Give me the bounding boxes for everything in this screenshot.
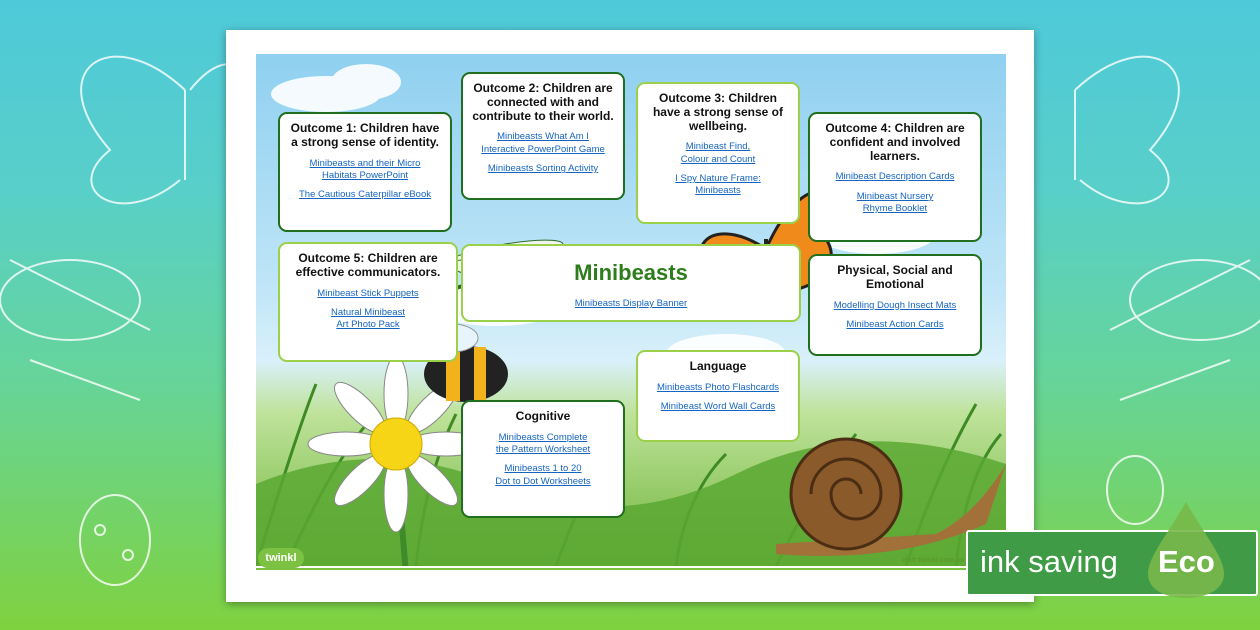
- language-link-2[interactable]: Minibeast Word Wall Cards: [660, 401, 776, 413]
- cognitive-link-1[interactable]: Minibeasts Complete the Pattern Worksheet: [495, 431, 591, 456]
- physical-link-2[interactable]: Minibeast Action Cards: [846, 318, 944, 330]
- language-link-1[interactable]: Minibeasts Photo Flashcards: [657, 381, 779, 393]
- outcome5-link-1[interactable]: Minibeast Stick Puppets: [317, 287, 419, 299]
- eco-badge-text: ink saving: [980, 544, 1118, 579]
- outcome5-title: Outcome 5: Children are effective communicators.: [295, 251, 441, 279]
- outcome3-link-1[interactable]: Minibeast Find, Colour and Count: [680, 141, 756, 165]
- meadow-scene: [256, 54, 1006, 566]
- eco-badge-word: Eco: [1158, 544, 1215, 579]
- outcome4-link-2[interactable]: Minibeast Nursery Rhyme Booklet: [856, 190, 934, 215]
- outcome3-card: [636, 82, 800, 224]
- outcome1-title: Outcome 1: Children have a strong sense of identity.: [290, 121, 440, 149]
- outcome2-title: Outcome 2: Children are connected with and contribute to their world.: [472, 81, 614, 123]
- title-card: [461, 244, 801, 322]
- page-title: Minibeasts: [574, 260, 688, 285]
- cognitive-card: [461, 400, 625, 518]
- display-banner-link[interactable]: Minibeasts Display Banner: [574, 298, 688, 309]
- outcome4-title: Outcome 4: Children are confident and involved learners.: [825, 121, 965, 163]
- outcome1-link-2[interactable]: The Cautious Caterpillar eBook: [298, 189, 431, 201]
- eco-badge: [966, 530, 1258, 596]
- outcome5-link-2[interactable]: Natural Minibeast Art Photo Pack: [331, 306, 405, 331]
- display-sheet: [226, 30, 1034, 602]
- cognitive-link-2[interactable]: Minibeasts 1 to 20 Dot to Dot Worksheets: [495, 463, 591, 487]
- outcome1-card: [278, 112, 452, 232]
- twinkl-logo: twinkl: [258, 548, 304, 568]
- outcome4-link-1[interactable]: Minibeast Description Cards: [835, 171, 955, 183]
- outcome2-link-1[interactable]: Minibeasts What Am I Interactive PowerPoint Game: [481, 131, 605, 155]
- outcome2-card: [461, 72, 625, 200]
- language-title: Language: [689, 359, 747, 373]
- outcome4-card: [808, 112, 982, 242]
- outcome3-title: Outcome 3: Children have a strong sense of wellbeing.: [652, 91, 784, 133]
- physical-title: Physical, Social and Emotional: [837, 263, 953, 291]
- physical-card: [808, 254, 982, 356]
- outcome5-card: [278, 242, 458, 362]
- outcome3-link-2[interactable]: I Spy Nature Frame: Minibeasts: [675, 173, 761, 197]
- outcome1-link-1[interactable]: Minibeasts and their Micro Habitats PowerPoint: [309, 157, 421, 181]
- site-url: visit twinkl.com.au: [902, 557, 965, 564]
- language-card: [636, 350, 800, 442]
- cognitive-title: Cognitive: [515, 409, 571, 423]
- outcome2-link-2[interactable]: Minibeasts Sorting Activity: [487, 163, 599, 175]
- physical-link-1[interactable]: Modelling Dough Insect Mats: [833, 299, 957, 311]
- footer-divider: [256, 568, 1006, 570]
